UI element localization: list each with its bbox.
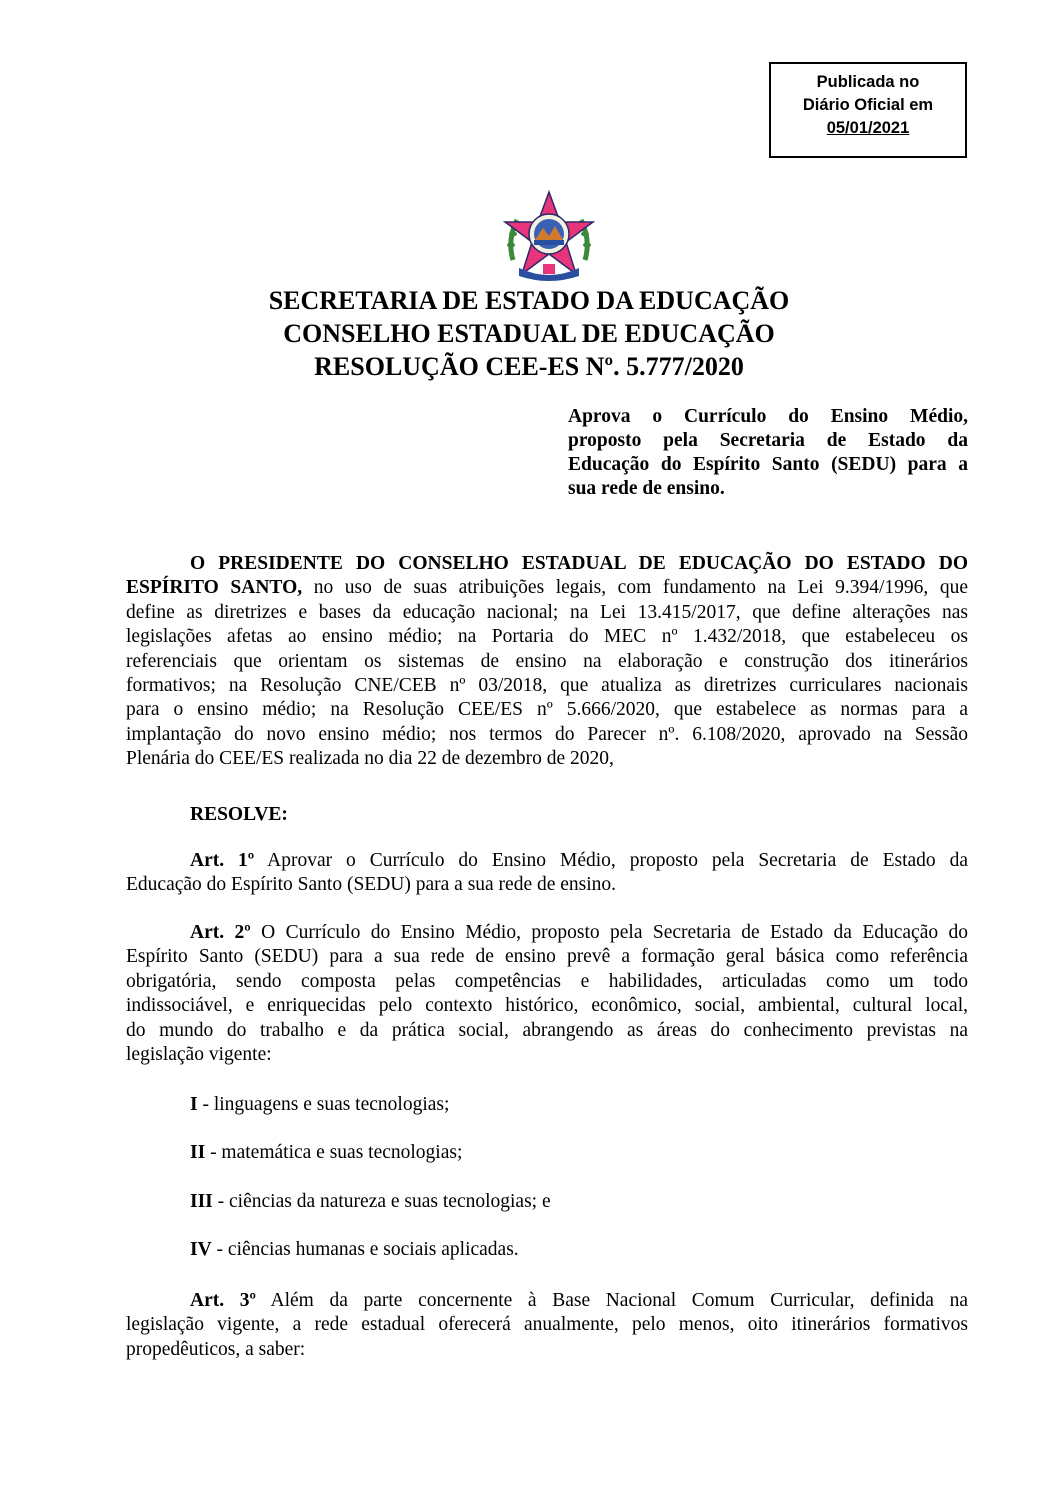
article-line: obrigatória, sendo composta pelas competências e habilidades, articuladas como um todo	[126, 970, 968, 992]
item-number: III	[190, 1191, 213, 1212]
item-number: II	[190, 1142, 206, 1163]
list-item	[190, 1093, 449, 1117]
article-3	[126, 1289, 968, 1362]
preamble-line: formativos; na Resolução CNE/CEB nº 03/2018, que atualiza as diretrizes curriculares nacionais	[126, 675, 968, 697]
list-item	[190, 1190, 551, 1214]
article-2	[126, 921, 968, 1067]
preamble-bold: O PRESIDENTE DO CONSELHO ESTADUAL DE EDUCAÇÃO DO ESTADO DO	[190, 553, 968, 574]
preamble-line	[126, 576, 968, 600]
publication-stamp	[769, 62, 967, 158]
list-item	[190, 1238, 519, 1262]
article-label: Art. 1º	[190, 850, 255, 871]
item-text: - linguagens e suas tecnologias;	[197, 1094, 450, 1115]
ementa-line: proposto pela Secretaria de Estado da	[568, 430, 968, 451]
preamble-line: implantação do novo ensino médio; nos termos do Parecer nº. 6.108/2020, aprovado na Sessão	[126, 723, 968, 745]
preamble-text: no uso de suas atribuições legais, com fundamento na Lei 9.394/1996, que	[313, 577, 968, 599]
article-1	[126, 849, 968, 898]
item-number: IV	[190, 1239, 212, 1260]
preamble-paragraph	[126, 552, 968, 772]
article-line: Espírito Santo (SEDU) para a sua rede de ensino prevê a formação geral básica como referência	[126, 946, 968, 968]
article-text: O Currículo do Ensino Médio, proposto pela Secretaria de Estado da Educação do	[261, 922, 969, 943]
article-text: Aprovar o Currículo do Ensino Médio, proposto pela Secretaria de Estado da	[267, 850, 968, 871]
stamp-line-2: Diário Oficial em	[802, 96, 934, 114]
article-label: Art. 2º	[190, 922, 251, 943]
document-heading	[0, 284, 1058, 383]
resolve-label: RESOLVE:	[190, 804, 288, 825]
article-line: indissociável, e enriquecidas pelo contexto histórico, econômico, social, ambiental, cultural local,	[126, 995, 968, 1017]
article-line: do mundo do trabalho e da prática social, abrangendo as áreas do conhecimento previstas na	[126, 1019, 968, 1041]
preamble-line: define as diretrizes e bases da educação nacional; na Lei 13.415/2017, que define alterações nas	[126, 601, 968, 623]
preamble-line	[126, 552, 968, 576]
resolve-heading	[126, 803, 968, 827]
article-line	[126, 849, 968, 873]
article-line: Educação do Espírito Santo (SEDU) para a sua rede de ensino.	[126, 874, 617, 896]
item-text: - ciências humanas e sociais aplicadas.	[211, 1239, 519, 1260]
item-text: - matemática e suas tecnologias;	[205, 1142, 463, 1163]
article-line	[126, 1289, 968, 1313]
ementa-line: sua rede de ensino.	[568, 478, 725, 499]
stamp-date: 05/01/2021	[826, 119, 910, 137]
ementa-line: Educação do Espírito Santo (SEDU) para a	[568, 454, 968, 475]
preamble-line: para o ensino médio; na Resolução CEE/ES nº 5.666/2020, que estabelece as normas para a	[126, 699, 968, 721]
preamble-bold: ESPÍRITO SANTO,	[126, 577, 303, 599]
article-label: Art. 3º	[190, 1290, 256, 1311]
article-line: propedêuticos, a saber:	[126, 1338, 306, 1360]
preamble-line: Plenária do CEE/ES realizada no dia 22 de dezembro de 2020,	[126, 748, 614, 770]
article-line: legislação vigente:	[126, 1044, 272, 1066]
article-line	[126, 921, 968, 945]
heading-resolucao: RESOLUÇÃO CEE-ES Nº. 5.777/2020	[314, 352, 744, 381]
list-item	[190, 1141, 462, 1165]
ementa-line: Aprova o Currículo do Ensino Médio,	[568, 406, 968, 427]
heading-secretaria: SECRETARIA DE ESTADO DA EDUCAÇÃO	[268, 286, 790, 315]
coat-of-arms-icon	[503, 190, 595, 282]
ementa	[568, 405, 968, 501]
preamble-line: referenciais que orientam os sistemas de ensino na elaboração e construção dos itinerários	[126, 650, 968, 672]
item-text: - ciências da natureza e suas tecnologias; e	[212, 1191, 551, 1212]
stamp-line-1: Publicada no	[816, 73, 920, 91]
article-line: legislação vigente, a rede estadual oferecerá anualmente, pelo menos, oito itinerários formativos	[126, 1314, 968, 1336]
preamble-line: legislações afetas ao ensino médio; na Portaria do MEC nº 1.432/2018, que estabeleceu os	[126, 626, 968, 648]
item-number: I	[190, 1094, 198, 1115]
article-text: Além da parte concernente à Base Nacional Comum Curricular, definida na	[270, 1290, 968, 1311]
heading-conselho: CONSELHO ESTADUAL DE EDUCAÇÃO	[283, 319, 775, 348]
